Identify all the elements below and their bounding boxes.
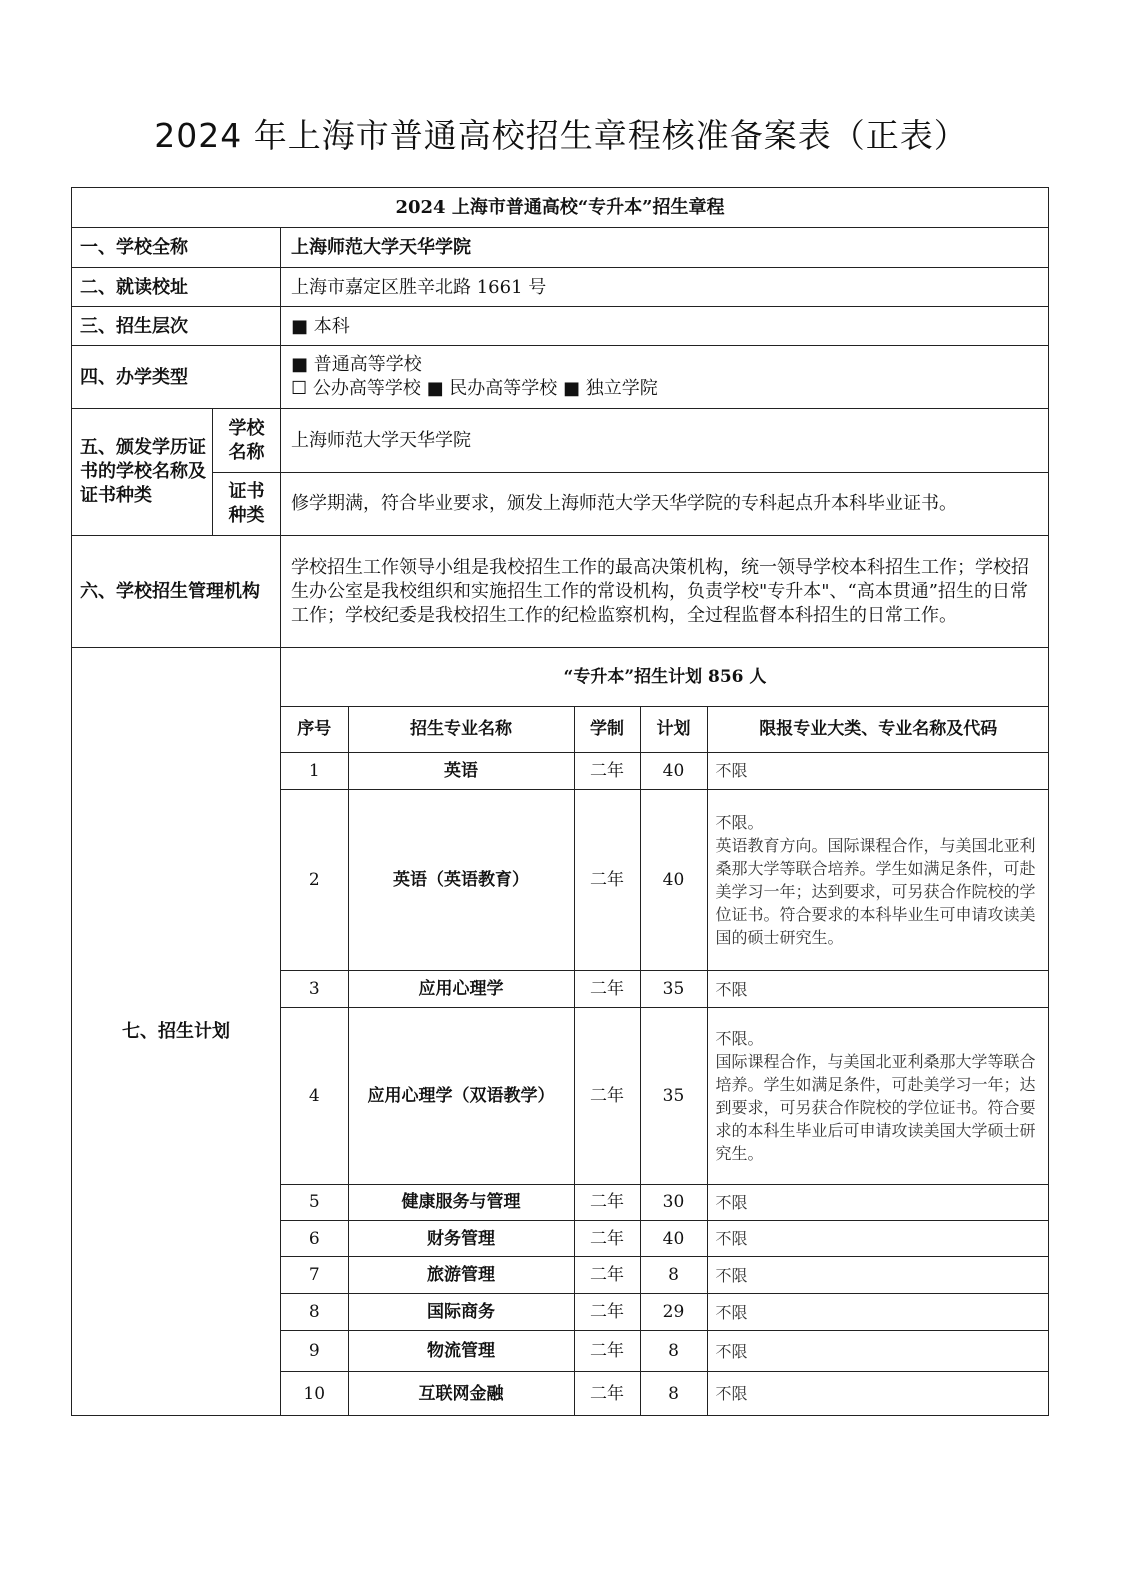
row-no: 1 bbox=[281, 752, 348, 789]
row-restriction: 不限。 英语教育方向。国际课程合作，与美国北亚利桑那大学等联合培养。学生如满足条件，可赴美学习一年；达到要求，可另获合作院校的学位证书。符合要求的本科毕业生可申请攻读美国的硕士研究生。 bbox=[707, 789, 1049, 970]
plan-label: 七、招生计划 bbox=[72, 648, 281, 1416]
form-title: 2024 上海市普通高校“专升本”招生章程 bbox=[72, 188, 1049, 228]
school-type-line-2: ☐ 公办高等学校 ■ 民办高等学校 ■ 独立学院 bbox=[291, 378, 658, 399]
table-row bbox=[281, 1008, 1049, 1184]
certificate-label: 五、颁发学历证书的学校名称及证书种类 bbox=[72, 409, 213, 536]
row-restriction: 不限 bbox=[707, 752, 1049, 789]
school-name-value: 上海师范大学天华学院 bbox=[281, 228, 1049, 268]
row-restriction: 不限 bbox=[707, 971, 1049, 1008]
row-no: 9 bbox=[281, 1331, 348, 1372]
level-label: 三、招生层次 bbox=[72, 307, 281, 346]
row-certificate-name bbox=[72, 409, 1049, 473]
row-years: 二年 bbox=[574, 1331, 640, 1372]
row-restriction: 不限 bbox=[707, 1220, 1049, 1256]
row-no: 7 bbox=[281, 1257, 348, 1294]
header-count: 计划 bbox=[640, 706, 707, 752]
row-restriction: 不限 bbox=[707, 1257, 1049, 1294]
row-no: 2 bbox=[281, 789, 348, 970]
row-major: 英语 bbox=[348, 752, 574, 789]
management-label: 六、学校招生管理机构 bbox=[72, 536, 281, 648]
school-type-value bbox=[281, 346, 1049, 409]
row-restriction: 不限。 国际课程合作，与美国北亚利桑那大学等联合培养。学生如满足条件，可赴美学习一年；达到要求，可另获合作院校的学位证书。符合要求的本科生毕业后可申请攻读美国大学硕士研究生。 bbox=[707, 1008, 1049, 1184]
school-type-line-1: ■ 普通高等学校 bbox=[291, 354, 422, 375]
table-row bbox=[281, 789, 1049, 970]
row-years: 二年 bbox=[574, 1372, 640, 1415]
plan-title: “专升本”招生计划 856 人 bbox=[281, 648, 1049, 706]
row-years: 二年 bbox=[574, 971, 640, 1008]
row-major: 互联网金融 bbox=[348, 1372, 574, 1415]
row-count: 40 bbox=[640, 1220, 707, 1256]
row-management bbox=[72, 536, 1049, 648]
table-row bbox=[281, 1220, 1049, 1256]
row-years: 二年 bbox=[574, 1184, 640, 1220]
row-years: 二年 bbox=[574, 1008, 640, 1184]
row-major: 应用心理学 bbox=[348, 971, 574, 1008]
school-name-label: 一、学校全称 bbox=[72, 228, 281, 268]
certificate-name-label: 学校名称 bbox=[213, 409, 281, 473]
row-major: 健康服务与管理 bbox=[348, 1184, 574, 1220]
table-row bbox=[281, 1257, 1049, 1294]
table-row bbox=[281, 752, 1049, 789]
row-count: 8 bbox=[640, 1257, 707, 1294]
table-row bbox=[281, 1331, 1049, 1372]
header-no: 序号 bbox=[281, 706, 348, 752]
row-major: 应用心理学（双语教学） bbox=[348, 1008, 574, 1184]
row-plan bbox=[72, 648, 1049, 1416]
row-years: 二年 bbox=[574, 752, 640, 789]
table-row bbox=[281, 971, 1049, 1008]
row-count: 29 bbox=[640, 1294, 707, 1331]
row-major: 物流管理 bbox=[348, 1331, 574, 1372]
management-value: 学校招生工作领导小组是我校招生工作的最高决策机构，统一领导学校本科招生工作；学校招生办公室是我校组织和实施招生工作的常设机构，负责学校"专升本"、“高本贯通”招生的日常工作；学校纪委是我校招生工作的纪检监察机构，全过程监督本科招生的日常工作。 bbox=[281, 536, 1049, 648]
row-major: 财务管理 bbox=[348, 1220, 574, 1256]
page-title: 2024 年上海市普通高校招生章程核准备案表（正表） bbox=[154, 116, 968, 155]
row-certificate-type bbox=[72, 473, 1049, 536]
plan-header-row bbox=[281, 706, 1049, 752]
school-type-label: 四、办学类型 bbox=[72, 346, 281, 409]
row-years: 二年 bbox=[574, 1294, 640, 1331]
header-restriction: 限报专业大类、专业名称及代码 bbox=[707, 706, 1049, 752]
row-restriction: 不限 bbox=[707, 1372, 1049, 1415]
row-count: 40 bbox=[640, 752, 707, 789]
row-school-name bbox=[72, 228, 1049, 268]
row-no: 5 bbox=[281, 1184, 348, 1220]
row-years: 二年 bbox=[574, 789, 640, 970]
row-no: 8 bbox=[281, 1294, 348, 1331]
level-value: ■ 本科 bbox=[281, 307, 1049, 346]
header-years: 学制 bbox=[574, 706, 640, 752]
address-value: 上海市嘉定区胜辛北路 1661 号 bbox=[281, 268, 1049, 307]
row-no: 4 bbox=[281, 1008, 348, 1184]
table-row bbox=[281, 1294, 1049, 1331]
plan-cell bbox=[281, 648, 1049, 1416]
plan-table bbox=[281, 648, 1049, 1415]
row-count: 8 bbox=[640, 1331, 707, 1372]
table-row bbox=[281, 1372, 1049, 1415]
row-years: 二年 bbox=[574, 1220, 640, 1256]
certificate-name-value: 上海师范大学天华学院 bbox=[281, 409, 1049, 473]
row-no: 3 bbox=[281, 971, 348, 1008]
certificate-type-label: 证书种类 bbox=[213, 473, 281, 536]
row-count: 8 bbox=[640, 1372, 707, 1415]
table-row bbox=[281, 1184, 1049, 1220]
row-count: 35 bbox=[640, 1008, 707, 1184]
row-no: 6 bbox=[281, 1220, 348, 1256]
row-count: 30 bbox=[640, 1184, 707, 1220]
row-address bbox=[72, 268, 1049, 307]
filing-form-table bbox=[71, 187, 1049, 1416]
row-restriction: 不限 bbox=[707, 1294, 1049, 1331]
row-restriction: 不限 bbox=[707, 1331, 1049, 1372]
row-no: 10 bbox=[281, 1372, 348, 1415]
row-count: 35 bbox=[640, 971, 707, 1008]
row-restriction: 不限 bbox=[707, 1184, 1049, 1220]
row-major: 旅游管理 bbox=[348, 1257, 574, 1294]
row-major: 英语（英语教育） bbox=[348, 789, 574, 970]
header-major: 招生专业名称 bbox=[348, 706, 574, 752]
row-years: 二年 bbox=[574, 1257, 640, 1294]
row-school-type bbox=[72, 346, 1049, 409]
certificate-type-value: 修学期满，符合毕业要求，颁发上海师范大学天华学院的专科起点升本科毕业证书。 bbox=[281, 473, 1049, 536]
row-major: 国际商务 bbox=[348, 1294, 574, 1331]
row-level bbox=[72, 307, 1049, 346]
row-count: 40 bbox=[640, 789, 707, 970]
address-label: 二、就读校址 bbox=[72, 268, 281, 307]
